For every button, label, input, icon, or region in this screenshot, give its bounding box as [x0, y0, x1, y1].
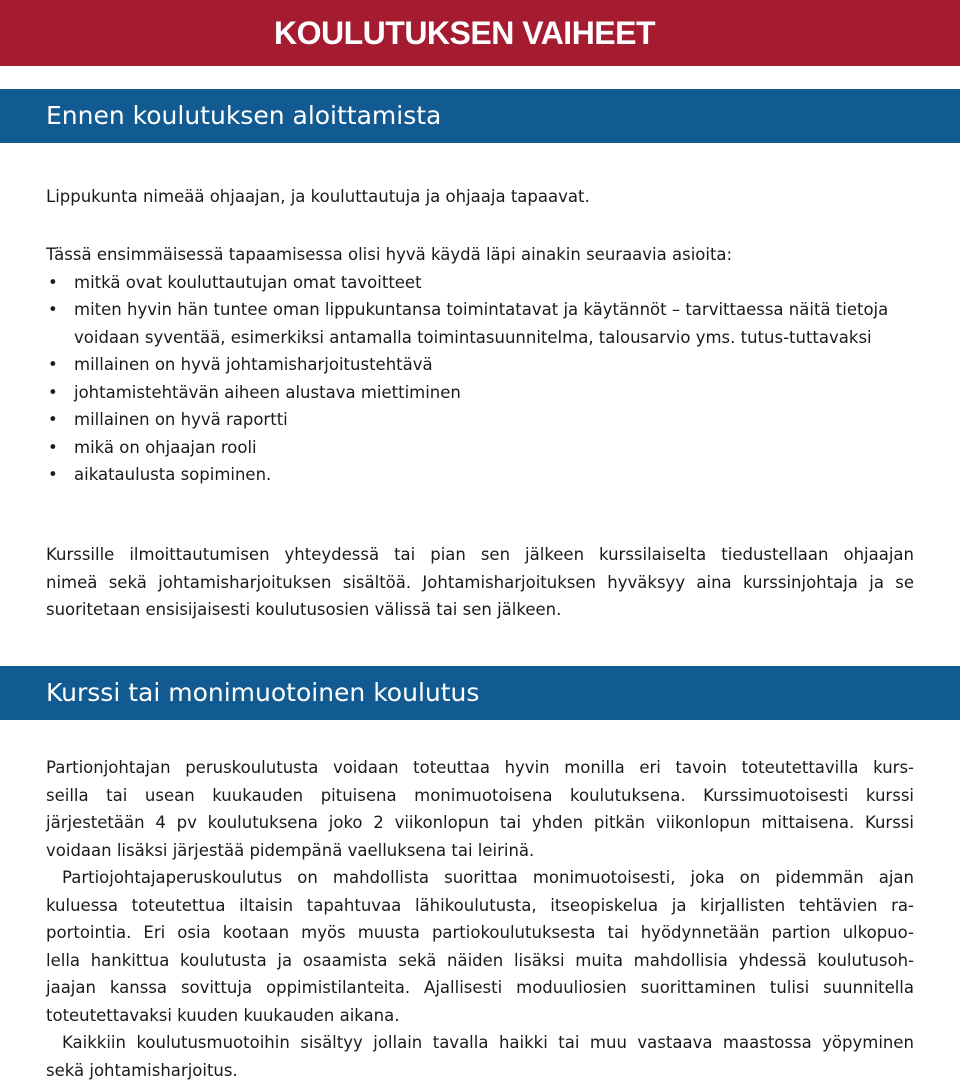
list-item: • mikä on ohjaajan rooli: [46, 434, 914, 462]
text-line: seilla tai usean kuukauden pituisena monimuotoisena koulutuksena. Kurssimuotoisesti kurssi: [46, 782, 914, 810]
text-line: sekä johtamisharjoitus.: [46, 1057, 914, 1084]
title-banner: [0, 0, 960, 66]
list-item: • johtamistehtävän aiheen alustava miettiminen: [46, 379, 914, 407]
list-item: • millainen on hyvä johtamisharjoitustehtävä: [46, 351, 914, 379]
text-line: järjestetään 4 pv koulutuksena joko 2 viikonlopun tai yhden pitkän viikonlopun mittaisena. Kurssi: [46, 809, 914, 837]
course-formats-paragraph: [46, 754, 914, 1084]
text-line: toteutettavaksi kuuden kuukauden aikana.: [46, 1002, 914, 1030]
text-line: Kaikkiin koulutusmuotoihin sisältyy jollain tavalla haikki tai muu vastaava maastossa yöpyminen: [46, 1029, 914, 1057]
text-line: Kurssille ilmoittautumisen yhteydessä tai pian sen jälkeen kurssilaiselta tiedustellaan ohjaajan: [46, 541, 914, 569]
text-line: jaajan kanssa sovittuja oppimistilanteita. Ajallisesti moduuliosien suorittaminen tulisi suunnitella: [46, 974, 914, 1002]
page-title: KOULUTUKSEN VAIHEET: [274, 14, 655, 52]
list-item: • aikataulusta sopiminen.: [46, 461, 914, 489]
text-line: suoritetaan ensisijaisesti koulutusosien välissä tai sen jälkeen.: [46, 596, 914, 624]
list-item: • millainen on hyvä raportti: [46, 406, 914, 434]
text-line: kuluessa toteutettua iltaisin tapahtuvaa lähikoulutusta, itseopiskelua ja kirjallisten tehtävien ra-: [46, 892, 914, 920]
topics-list: [46, 269, 914, 489]
text-line: Partionjohtajan peruskoulutusta voidaan toteuttaa hyvin monilla eri tavoin toteutettavilla kurs-: [46, 754, 914, 782]
registration-paragraph: [46, 541, 914, 624]
list-item: • mitkä ovat kouluttautujan omat tavoitteet: [46, 269, 914, 297]
section-header-course-formats: [0, 666, 960, 720]
text-line: lella hankittua koulutusta ja osaamista sekä näiden lisäksi muita mahdollisia yhdessä koulutusoh-: [46, 947, 914, 975]
text-line: portointia. Eri osia kootaan myös muusta partiokoulutuksesta tai hyödynnetään partion ulkopuo-: [46, 919, 914, 947]
text-line: nimeä sekä johtamisharjoituksen sisältöä. Johtamisharjoituksen hyväksyy aina kurssinjohtaja ja se: [46, 569, 914, 597]
text-line: voidaan lisäksi järjestää pidempänä vaelluksena tai leirinä.: [46, 837, 914, 865]
section-header-before-training: [0, 89, 960, 143]
section-heading: Ennen koulutuksen aloittamista: [46, 99, 441, 133]
text-line: Partiojohtajaperuskoulutus on mahdollista suorittaa monimuotoisesti, joka on pidemmän ajan: [46, 864, 914, 892]
first-meeting-block: [46, 241, 914, 489]
list-item: • miten hyvin hän tuntee oman lippukuntansa toimintatavat ja käytännöt – tarvittaessa näitä tietoja voidaan syventää, esimerkiksi antamalla toimintasuunnitelma, talousarvio yms. tutus-tuttavaksi: [46, 296, 914, 351]
section-heading: Kurssi tai monimuotoinen koulutus: [46, 676, 479, 710]
intro-paragraph: Lippukunta nimeää ohjaajan, ja kouluttautuja ja ohjaaja tapaavat.: [46, 183, 914, 211]
list-lead: Tässä ensimmäisessä tapaamisessa olisi hyvä käydä läpi ainakin seuraavia asioita:: [46, 241, 914, 269]
